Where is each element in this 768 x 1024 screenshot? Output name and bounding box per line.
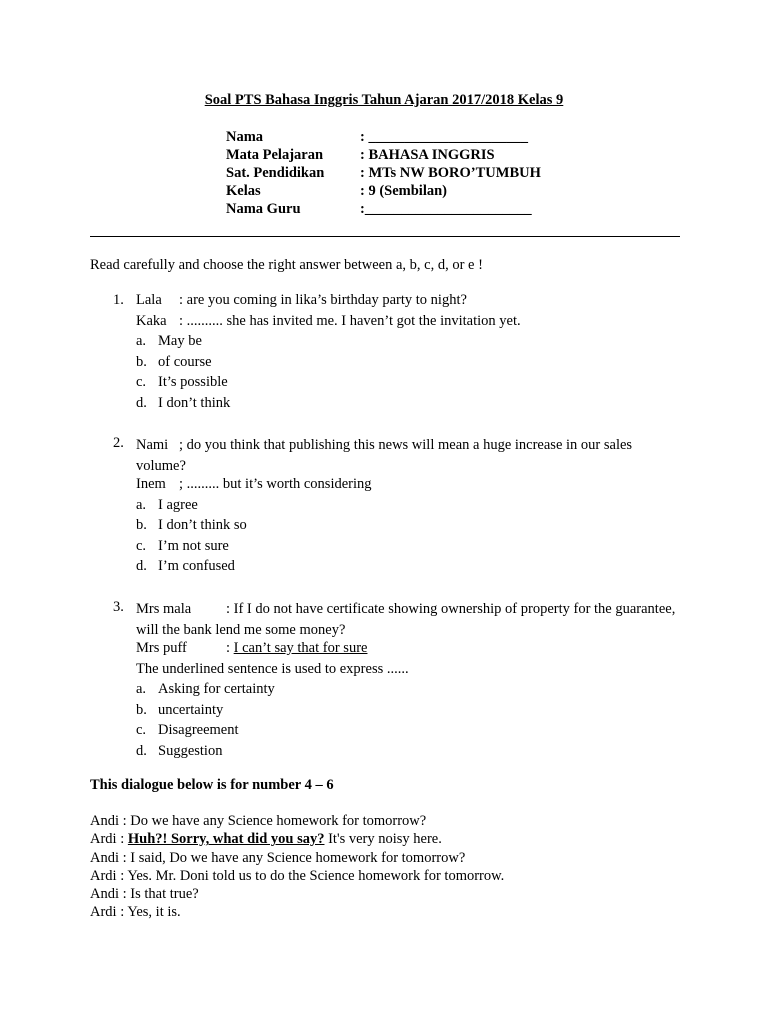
option-a[interactable]: a. Asking for certainty [136,681,275,697]
speaker-a: Nami [136,437,169,453]
dialogue-line: Andi : Do we have any Science homework for tomorrow? [90,813,427,829]
dialogue-line-b-prefix: : [226,640,234,656]
dialogue-line-b: ; ......... but it’s worth considering [179,476,372,492]
dialogue-line: Ardi : Yes, it is. [90,904,181,921]
info-value: : MTs NW BORO’TUMBUH [360,165,541,182]
info-row-teacher [226,201,541,219]
dialogue-line-a: : If I do not have certificate showing ownership of property for the guarantee, will the bank lend me some money? [136,601,676,638]
option-b[interactable]: b. uncertainty [136,701,224,718]
exam-title: Soal PTS Bahasa Inggris Tahun Ajaran 2017/2018 Kelas 9 [204,92,564,108]
info-label: Mata Pelajaran [226,147,324,164]
question-number: 1. [113,292,124,308]
info-label: Nama [226,129,264,146]
option-d[interactable]: d. Suggestion [136,742,223,759]
student-info-block [226,129,541,219]
info-value: : ______________________ [360,129,528,146]
dialogue-line-b: : .......... she has invited me. I haven’t got the invitation yet. [179,312,521,329]
question-number: 3. [113,599,124,615]
option-b[interactable]: b. I don’t think so [136,517,247,533]
instructions: Read carefully and choose the right answer between a, b, c, d, or e ! [90,257,483,273]
info-label: Kelas [226,183,261,200]
option-d[interactable]: d. I don’t think [136,394,231,411]
dialogue-line: Andi : Is that true? [90,886,199,903]
divider [90,236,680,237]
dialogue-line-a: ; do you think that publishing this news will mean a huge increase in our sales volume? [136,437,633,474]
speaker-b: Mrs puff [136,640,187,656]
dialogue-line: Andi : I said, Do we have any Science homework for tomorrow? [90,849,466,866]
speaker-a: Mrs mala [136,601,192,617]
option-c[interactable]: c. I’m not sure [136,537,229,554]
dialogue-line-a: : are you coming in lika’s birthday party to night? [179,292,467,308]
dialogue-heading: This dialogue below is for number 4 – 6 [90,777,334,793]
speaker-b: Inem [136,476,166,492]
option-c[interactable]: c. Disagreement [136,722,239,738]
highlighted-expression: Huh?! Sorry, what did you say? [127,831,325,848]
info-value: : 9 (Sembilan) [360,183,447,200]
info-row-class [226,183,541,201]
option-d[interactable]: d. I’m confused [136,558,235,574]
info-row-subject [226,147,541,165]
option-a[interactable]: a. I agree [136,496,198,513]
info-label: Sat. Pendidikan [226,165,325,182]
info-row-name [226,129,541,147]
underlined-sentence: I can’t say that for sure [233,640,368,656]
option-b[interactable]: b. of course [136,353,212,370]
option-a[interactable]: a. May be [136,333,202,349]
dialogue-line: Ardi : Yes. Mr. Doni told us to do the Science homework for tomorrow. [90,867,505,884]
dialogue-line: Ardi : Huh?! Sorry, what did you say? It's very noisy here. [90,831,442,848]
info-value: :_______________________ [360,201,532,218]
dialogue-block [90,813,504,923]
info-value: : BAHASA INGGRIS [360,147,495,164]
question-prompt: The underlined sentence is used to express ...... [136,660,409,677]
speaker-b: Kaka [136,312,167,329]
info-row-school [226,165,541,183]
speaker-a: Lala [136,292,162,308]
info-label: Nama Guru [226,201,301,218]
option-c[interactable]: c. It’s possible [136,374,228,390]
question-number: 2. [113,435,124,451]
